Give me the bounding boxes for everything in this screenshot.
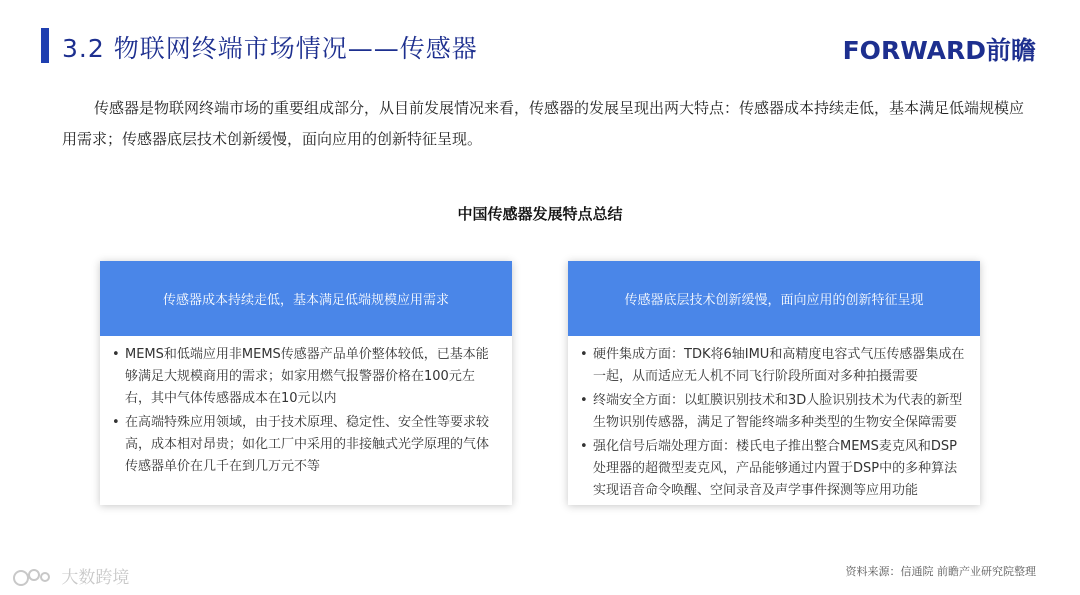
list-item-text: 在高端特殊应用领域，由于技术原理、稳定性、安全性等要求较高，成本相对昂贵；如化工厂中采用的非接触式光学原理的气体传感器单价在几千在到几万元不等 (125, 415, 490, 474)
bullet-icon: • (580, 347, 588, 362)
card-bullet-list (568, 336, 980, 502)
list-item-text: MEMS和低端应用非MEMS传感器产品单价整体较低，已基本能够满足大规模商用的需求；如家用燃气报警器价格在100元左右，其中气体传感器成本在10元以内 (125, 347, 489, 406)
brand-logo: FORWARD前瞻 (842, 36, 1036, 65)
card-innovation (568, 261, 980, 505)
list-item-text: 强化信号后端处理方面：楼氏电子推出整合MEMS麦克风和DSP处理器的超微型麦克风，产品能够通过内置于DSP中的多种算法实现语音命令唤醒、空间录音及声学事件探测等应用功能 (593, 439, 958, 498)
list-item (112, 412, 498, 478)
source-note: 资料来源：信通院 前瞻产业研究院整理 (845, 565, 1036, 578)
bullet-icon: • (112, 347, 120, 362)
card-heading: 传感器成本持续走低，基本满足低端规模应用需求 (100, 261, 512, 336)
list-item-text: 终端安全方面：以虹膜识别技术和3D人脸识别技术为代表的新型生物识别传感器，满足了智能终端多种类型的生物安全保障需要 (593, 393, 963, 430)
bullet-icon: • (112, 415, 120, 430)
list-item (580, 344, 966, 388)
page-title: 3.2 物联网终端市场情况——传感器 (62, 34, 478, 63)
list-item (580, 436, 966, 502)
bullet-icon: • (580, 439, 588, 454)
title-accent-bar (41, 28, 49, 63)
footer-watermark-text: 大数跨境 (61, 568, 130, 588)
footer-watermark (12, 563, 129, 589)
card-cost-trend (100, 261, 512, 505)
card-heading: 传感器底层技术创新缓慢，面向应用的创新特征呈现 (568, 261, 980, 336)
section-title: 中国传感器发展特点总结 (457, 205, 623, 223)
chat-bubbles-icon (12, 567, 56, 589)
list-item (112, 344, 498, 410)
card-bullet-list (100, 336, 512, 478)
intro-paragraph: 传感器是物联网终端市场的重要组成部分，从目前发展情况来看，传感器的发展呈现出两大特点：传感器成本持续走低，基本满足低端规模应用需求；传感器底层技术创新缓慢，面向应用的创新特征呈现。 (62, 99, 1025, 148)
list-item (580, 390, 966, 434)
list-item-text: 硬件集成方面：TDK将6轴IMU和高精度电容式气压传感器集成在一起，从而适应无人机不同飞行阶段所面对多种拍摄需要 (593, 347, 965, 384)
bullet-icon: • (580, 393, 588, 408)
